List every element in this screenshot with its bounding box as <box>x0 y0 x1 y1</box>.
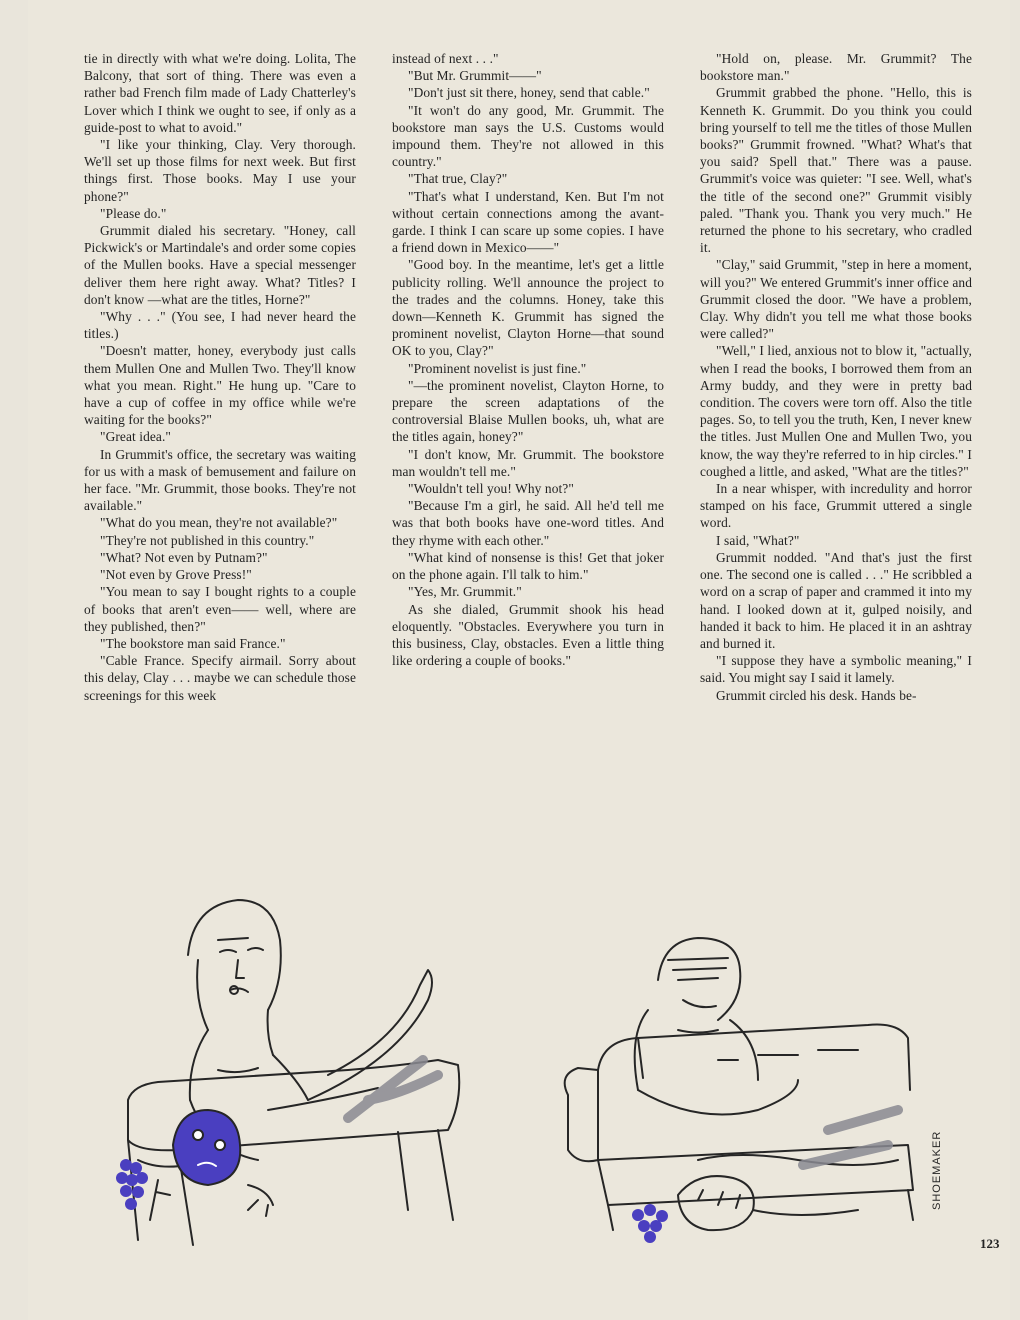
paragraph: Grummit circled his desk. Hands be- <box>716 687 917 703</box>
paragraph: "Not even by Grove Press!" <box>100 567 252 583</box>
paragraph: "Hold on, please. Mr. Grummit? The bookstore man." <box>700 51 972 84</box>
paragraph: "Wouldn't tell you! Why not?" <box>408 481 574 497</box>
paragraph: In Grummit's office, the secretary was waiting for us with a mask of bemusement and failure on her face. "Mr. Grummit, those books. They're not available." <box>84 446 356 514</box>
paragraph: Grummit dialed his secretary. "Honey, call Pickwick's or Martindale's and order some copies of the Mullen books. Have a special messenger deliver them here right away. What? Titles? I don't know —what are the titles, Horne?" <box>84 223 356 307</box>
page-number: 123 <box>980 1236 1000 1251</box>
paragraph: "But Mr. Grummit——" <box>408 68 542 84</box>
paragraph: Grummit nodded. "And that's just the first one. The second one is called . . ." He scribbled a word on a scrap of paper and crammed it into my hand. I looked down at it, gulped noisily, and handed it back to him. He placed it in an ashtray and burned it. <box>700 549 972 651</box>
paragraph: "—the prominent novelist, Clayton Horne, to prepare the screen adaptations of the controversial Blaise Mullen books, uh, what are the titles again, honey?" <box>392 377 664 445</box>
paragraph: "Why . . ." (You see, I had never heard the titles.) <box>84 309 356 342</box>
blue-book-figure <box>173 1110 240 1185</box>
paragraph: "What do you mean, they're not available?" <box>100 515 338 531</box>
artist-signature: SHOEMAKER <box>931 1130 943 1210</box>
magazine-page <box>28 0 1010 1320</box>
paragraph: tie in directly with what we're doing. Lolita, The Balcony, that sort of thing. There was even a rather bad French film made of Lady Chatterley's Lover which I think we ought to see, if only as a guide-post to what to avoid." <box>84 51 356 135</box>
cartoon-illustration <box>98 860 998 1280</box>
right-panel-drawing <box>565 938 913 1230</box>
grapes-right <box>632 1204 668 1243</box>
paragraph: "Prominent novelist is just fine." <box>408 360 587 376</box>
paragraph: "Well," I lied, anxious not to blow it, "actually, when I read the books, I borrowed them from an Army buddy, and they were in pretty bad condition. The covers were torn off. Also the title pages. So, to tell you the truth, Ken, I never knew the titles. Just Mullen One and Mullen Two, you know, the way they're referred to in hip circles." I coughed a little, and asked, "What are the titles?" <box>700 343 972 479</box>
paragraph: "I like your thinking, Clay. Very thorough. We'll set up those films for next week. But first things first. Those books. May I use your phone?" <box>84 137 356 204</box>
paragraph: As she dialed, Grummit shook his head eloquently. "Obstacles. Everywhere you turn in this business, Clay, obstacles. Even a little thing like ordering a couple of books." <box>392 601 664 669</box>
paragraph: "Doesn't matter, honey, everybody just calls them Mullen One and Mullen Two. They'll know what you mean. Right." He hung up. "Care to have a cup of coffee in my office while we're waiting for the books?" <box>84 343 356 428</box>
paragraph: I said, "What?" <box>716 532 800 548</box>
paragraph: "That true, Clay?" <box>408 171 508 187</box>
paragraph: "Yes, Mr. Grummit." <box>408 584 522 600</box>
text-columns <box>84 50 972 810</box>
paragraph: "That's what I understand, Ken. But I'm not without certain connections among the avant-garde. I think I can scare up some copies. I have a friend down in Mexico——" <box>392 188 664 256</box>
paragraph: "Cable France. Specify airmail. Sorry about this delay, Clay . . . maybe we can schedule those screenings for this week <box>84 653 356 703</box>
paragraph: "Great idea." <box>100 429 171 445</box>
paragraph: "Clay," said Grummit, "step in here a moment, will you?" We entered Grummit's inner office and Grummit closed the door. "We have a problem, Clay. Why didn't you tell me what those books were called?" <box>700 257 972 342</box>
paragraph: "I suppose they have a symbolic meaning," I said. You might say I said it lamely. <box>700 653 972 686</box>
paragraph: "I don't know, Mr. Grummit. The bookstore man wouldn't tell me." <box>392 446 664 479</box>
paragraph: In a near whisper, with incredulity and horror stamped on his face, Grummit uttered a single word. <box>700 481 972 531</box>
paragraph: "Good boy. In the meantime, let's get a little publicity rolling. We'll announce the project to the trades and the columns. Honey, take this down—Kenneth K. Grummit has signed the prominent novelist, Clayton Horne—that sound OK to you, Clay?" <box>392 257 664 359</box>
paragraph: Grummit grabbed the phone. "Hello, this is Kenneth K. Grummit. Do you think you could bring yourself to tell me the titles of those Mullen books?" Grummit frowned. "What? What's that you said? Spell that." There was a pause. Grummit's voice was quieter: "I see. Well, what's the title of the second one?" Grummit visibly paled. "Thank you. Thank you very much." He returned the phone to his secretary, who cradled it. <box>700 85 972 256</box>
grapes-left <box>116 1159 148 1210</box>
paragraph: "What? Not even by Putnam?" <box>100 549 268 565</box>
paragraph: "Don't just sit there, honey, send that cable." <box>408 85 650 101</box>
text-column-1 <box>84 50 356 810</box>
paragraph: "Please do." <box>100 205 167 221</box>
paragraph: "You mean to say I bought rights to a couple of books that aren't even—— well, where are they published, then?" <box>84 584 356 634</box>
paragraph: "Because I'm a girl, he said. All he'd tell me was that both books have one-word titles. And they rhyme with each other." <box>392 498 664 548</box>
paragraph: "It won't do any good, Mr. Grummit. The bookstore man says the U.S. Customs would impound them. They're not allowed in this country." <box>392 102 664 170</box>
paragraph: "What kind of nonsense is this! Get that joker on the phone again. I'll talk to him." <box>392 549 664 583</box>
paragraph: "They're not published in this country." <box>100 532 315 548</box>
text-column-2 <box>392 50 664 810</box>
paragraph: instead of next . . ." <box>392 51 499 66</box>
paragraph: "The bookstore man said France." <box>100 635 286 651</box>
text-column-3 <box>700 50 972 810</box>
